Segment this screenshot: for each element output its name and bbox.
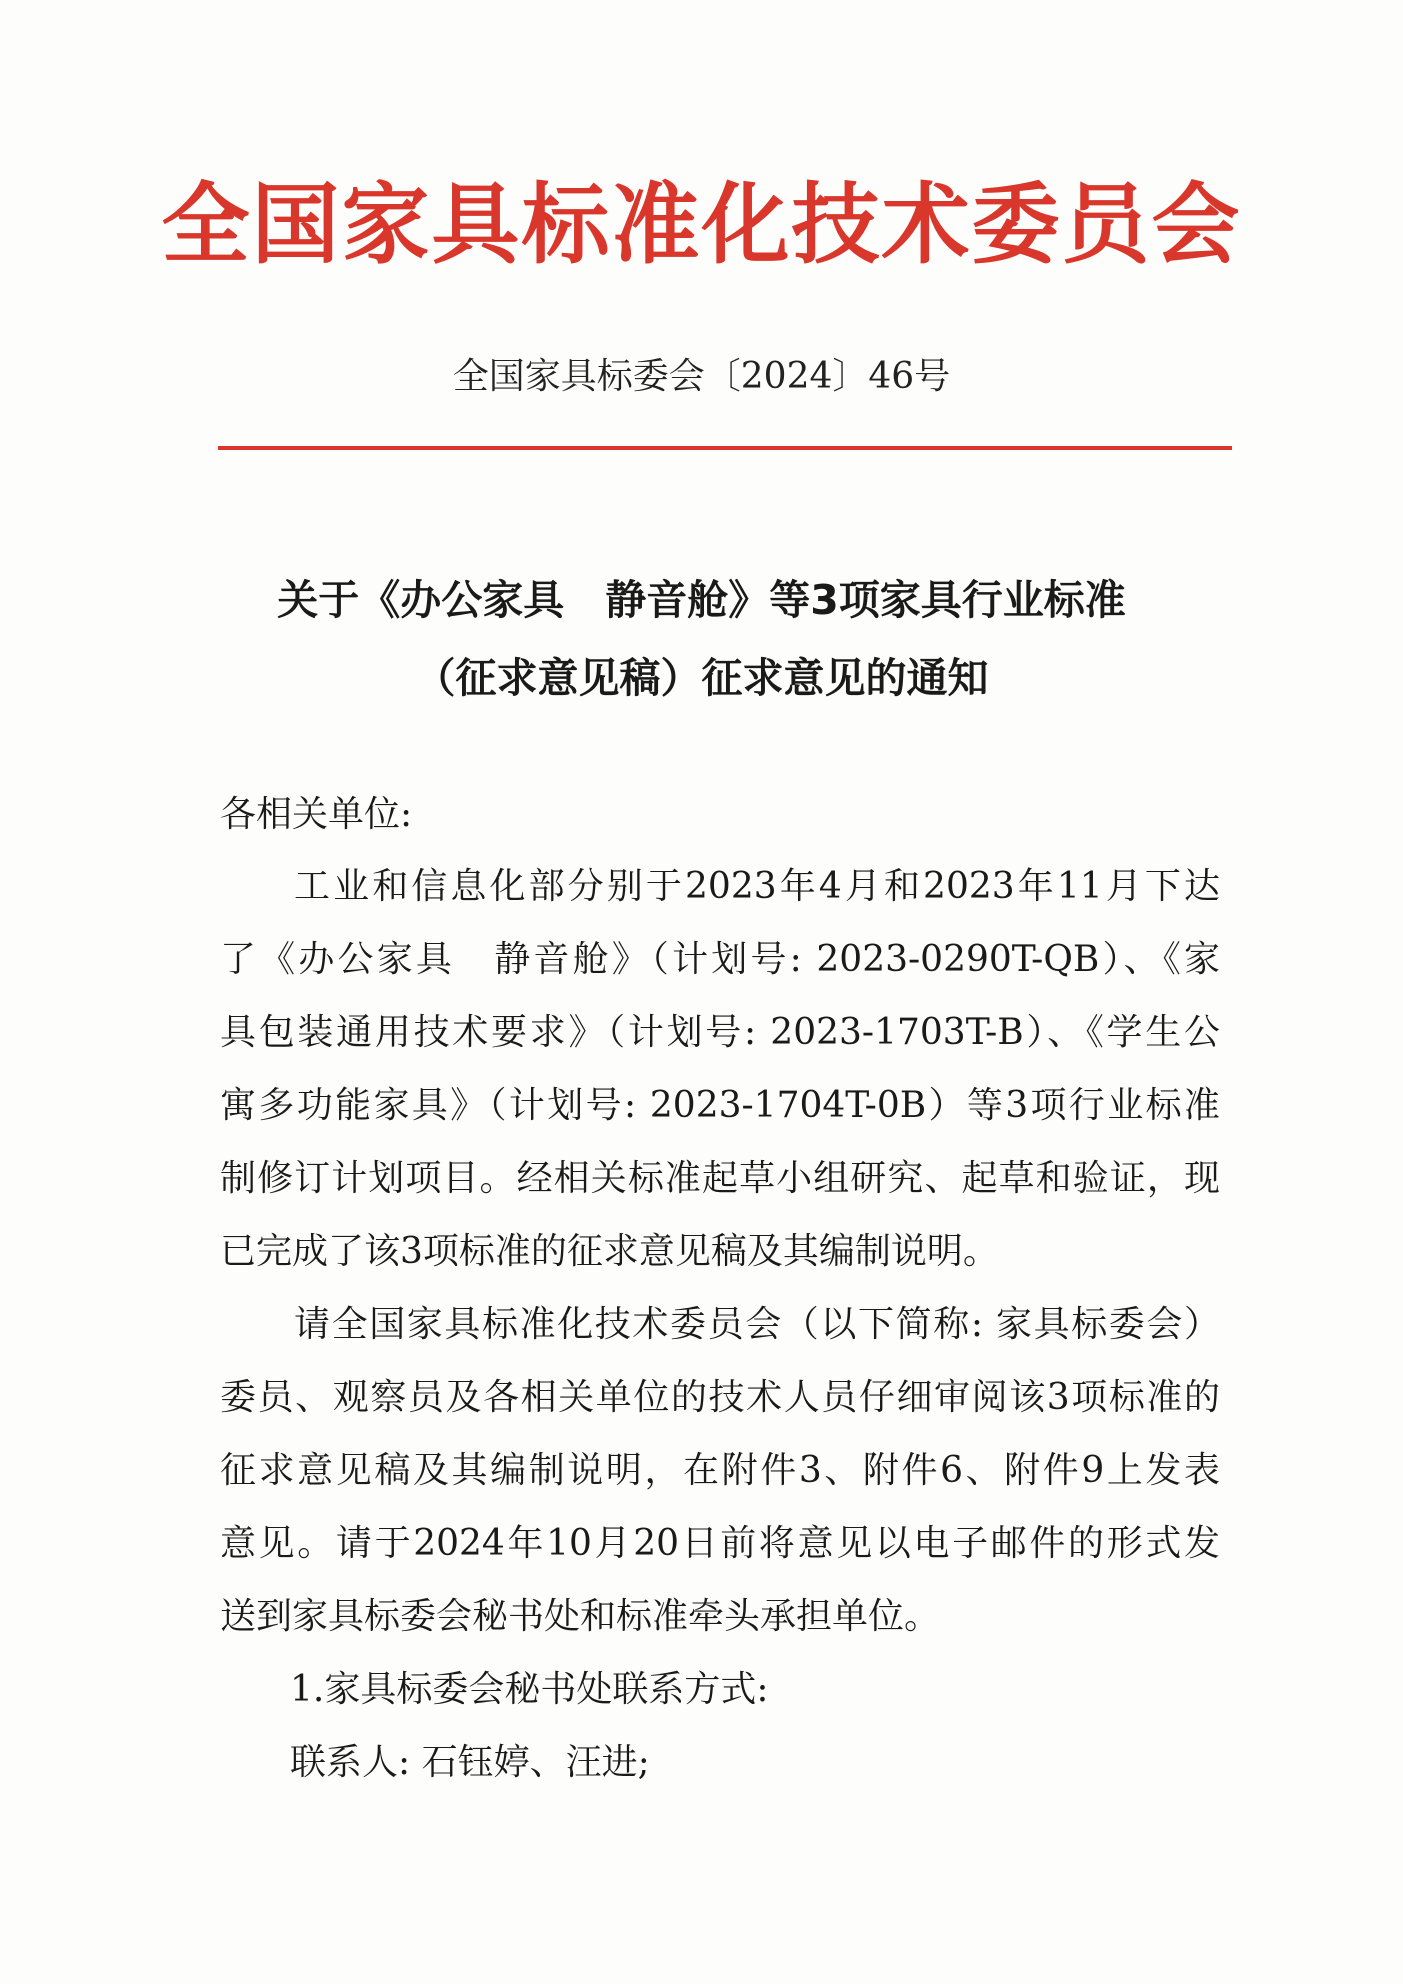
- paragraph-2-line: 意见。请于2024年10月20日前将意见以电子邮件的形式发: [220, 1523, 1220, 1564]
- document-number: 全国家具标委会〔2024〕46号: [452, 356, 951, 397]
- paragraph-2-line: 委员、观察员及各相关单位的技术人员仔细审阅该3项标准的: [220, 1377, 1220, 1418]
- notice-title-line-1: 关于《办公家具 静音舱》等3项家具行业标准: [277, 576, 1126, 624]
- paragraph-1-line: 寓多功能家具》（计划号: 2023-1704T-0B）等3项行业标准: [220, 1085, 1220, 1126]
- paragraph-1-line: 已完成了该3项标准的征求意见稿及其编制说明。: [220, 1231, 999, 1272]
- paragraph-1-line: 制修订计划项目。经相关标准起草小组研究、起草和验证，现: [220, 1158, 1220, 1199]
- salutation: 各相关单位:: [220, 794, 413, 835]
- secretariat-contact-heading: 1.家具标委会秘书处联系方式:: [290, 1669, 769, 1710]
- paragraph-2-line: 征求意见稿及其编制说明，在附件3、附件6、附件9上发表: [220, 1450, 1220, 1491]
- paragraph-1-line: 具包装通用技术要求》（计划号: 2023-1703T-B）、《学生公: [220, 1012, 1220, 1053]
- paragraph-1-line: 了《办公家具 静音舱》（计划号: 2023-0290T-QB）、《家: [220, 939, 1220, 980]
- issuing-organization-header: 全国家具标准化技术委员会: [161, 173, 1242, 276]
- paragraph-1-line: 工业和信息化部分别于2023年4月和2023年11月下达: [294, 866, 1220, 907]
- paragraph-2-line: 送到家具标委会秘书处和标准牵头承担单位。: [220, 1596, 941, 1637]
- paragraph-2-line: 请全国家具标准化技术委员会（以下简称: 家具标委会）: [294, 1304, 1220, 1345]
- red-divider-line: [218, 446, 1232, 450]
- notice-title-line-2: （征求意见稿）征求意见的通知: [414, 654, 989, 702]
- contact-persons: 联系人: 石钰婷、汪进;: [290, 1742, 650, 1783]
